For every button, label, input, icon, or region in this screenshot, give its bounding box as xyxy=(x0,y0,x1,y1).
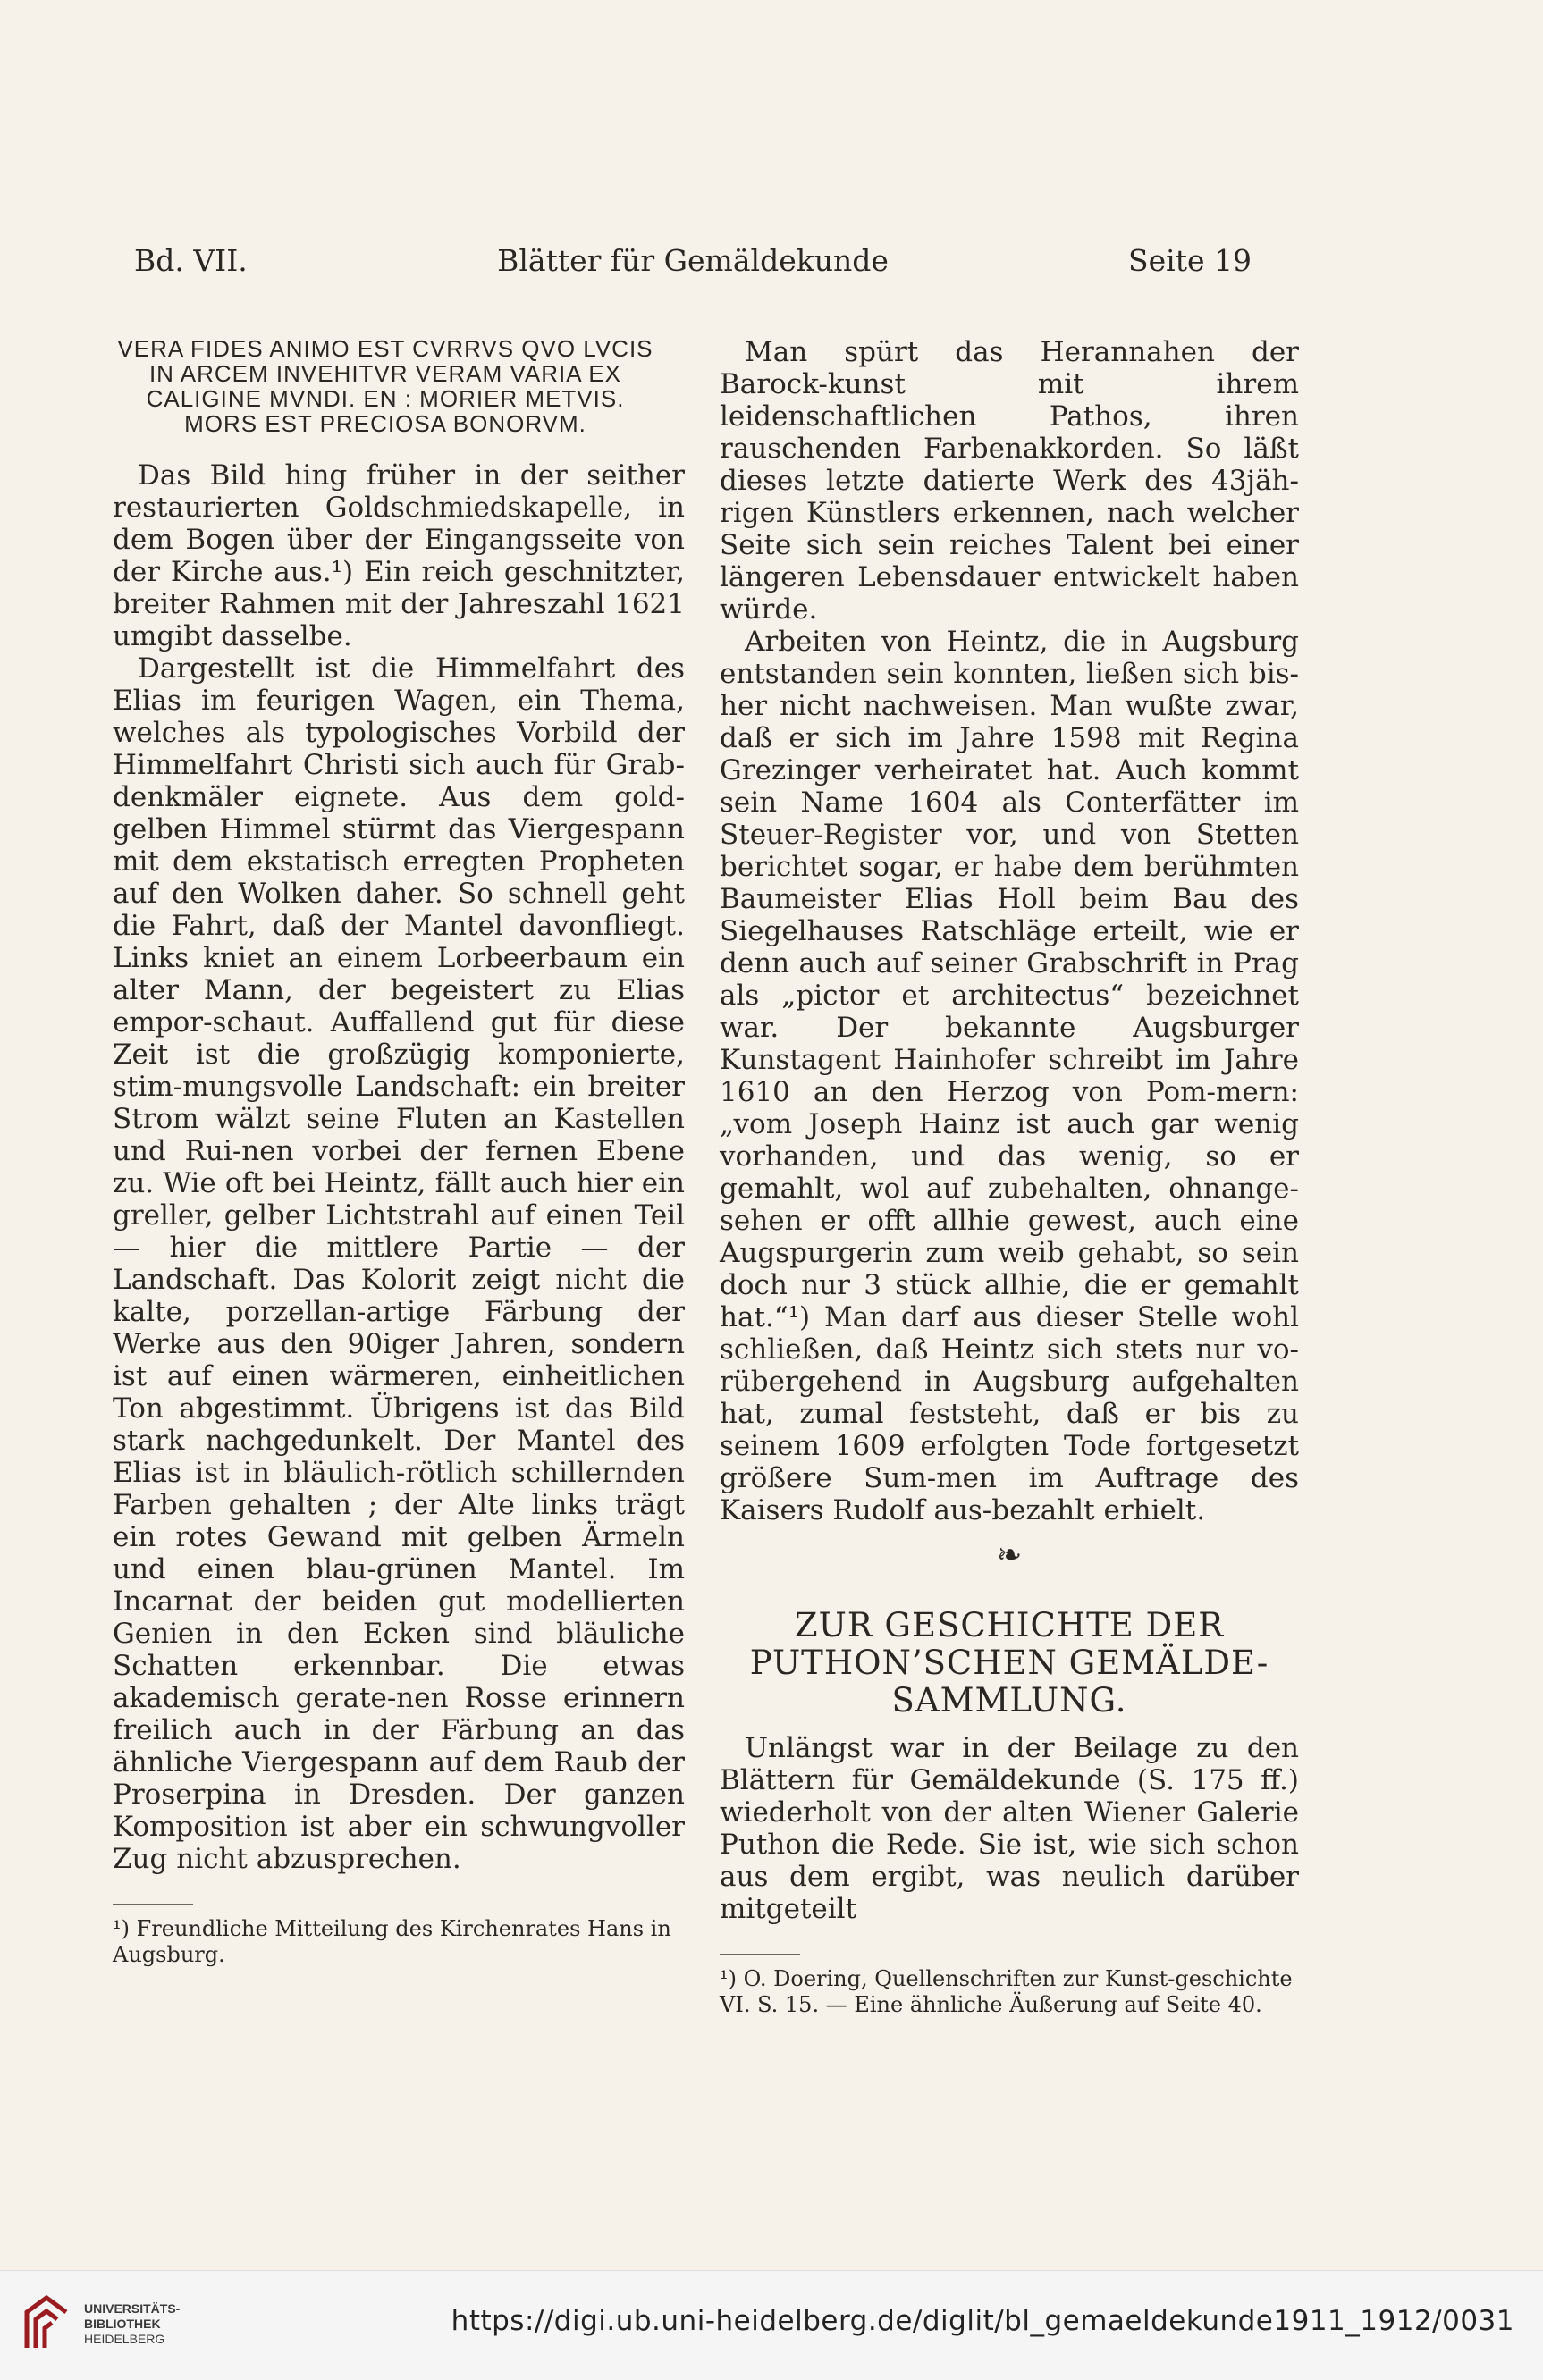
page-number: Seite 19 xyxy=(1128,243,1252,278)
section-title: ZUR GESCHICHTE DER PUTHON’SCHEN GEMÄLDE-SAMMLUNG. xyxy=(749,1606,1269,1720)
footnote-divider xyxy=(113,1904,193,1905)
volume-label: Bd. VII. xyxy=(134,243,248,278)
right-column xyxy=(720,336,1299,2018)
library-logo[interactable] xyxy=(20,2292,180,2355)
footnote-divider xyxy=(720,1954,800,1955)
paragraph: Man spürt das Herannahen der Barock-kunst mit ihrem leidenschaftlichen Pathos, ihren rauschenden Farbenakkorden. So läßt dieses letzte datierte Werk des 43jäh-rigen Künstlers erkennen, nach welcher Seite sich sein reiches Talent bei einer längeren Lebensdauer entwickelt haben würde. xyxy=(720,336,1299,626)
footnote: ¹) O. Doering, Quellenschriften zur Kunst-geschichte VI. S. 15. — Eine ähnliche Äußerung auf Seite 40. xyxy=(720,1966,1293,2017)
viewer-footer xyxy=(0,2270,1543,2380)
fleuron-ornament-icon: ❧ xyxy=(996,1537,1023,1573)
permalink-url[interactable]: https://digi.ub.uni-heidelberg.de/diglit/bl_gemaeldekunde1911_1912/0031 xyxy=(451,2305,1514,2337)
left-column xyxy=(113,336,685,1968)
library-logo-icon xyxy=(20,2292,73,2355)
paragraph: Arbeiten von Heintz, die in Augsburg entstanden sein konnten, ließen sich bis-her nicht nachweisen. Man wußte zwar, daß er sich im Jahre 1598 mit Regina Grezinger verheiratet hat. Auch kommt sein Name 1604 als Conterfätter im Steuer-Register vor, und von Stetten berichtet sogar, er habe dem berühmten Baumeister Elias Holl beim Bau des Siegelhauses Ratschläge erteilt, wie er denn auch auf seiner Grabschrift in Prag als „pictor et architectus“ bezeichnet war. Der bekannte Augsburger Kunstagent Hainhofer schreibt im Jahre 1610 an den Herzog von Pom-mern: „vom Joseph Hainz ist auch gar wenig vorhanden, und das wenig, so er gemahlt, wol auf zubehalten, ohnange-sehen er offt allhie gewest, auch eine Augspurgerin zum weib gehabt, so sein doch nur 3 stück allhie, die er gemahlt hat.“¹) Man darf aus dieser Stelle wohl schließen, daß Heintz sich stets nur vo-rübergehend in Augsburg aufgehalten hat, zumal feststeht, daß er bis zu seinem 1609 erfolgten Tode fortgesetzt größere Sum-men im Auftrage des Kaisers Rudolf aus-bezahlt erhielt. xyxy=(720,626,1299,1526)
library-name: UNIVERSITÄTS- BIBLIOTHEK HEIDELBERG xyxy=(84,2300,181,2346)
latin-motto: VERA FIDES ANIMO EST CVRRVS QVO LVCIS IN ARCEM INVEHITVR VERAM VARIA EX CALIGINE MVNDI. EN : MORIER METVIS. MORS EST PRECIOSA BONORVM. xyxy=(117,335,653,437)
journal-title: Blätter für Gemäldekunde xyxy=(497,243,889,278)
paragraph: Unlängst war in der Beilage zu den Blättern für Gemäldekunde (S. 175 ff.) wiederholt von der alten Wiener Galerie Puthon die Rede. Sie ist, wie sich schon aus dem ergibt, was neulich darüber mitgeteilt xyxy=(720,1732,1299,1925)
page-header xyxy=(134,243,1252,288)
paragraph: Das Bild hing früher in der seither restaurierten Goldschmiedskapelle, in dem Bogen über der Eingangsseite von der Kirche aus.¹) Ein reich geschnitzter, breiter Rahmen mit der Jahreszahl 1621 umgibt dasselbe. xyxy=(113,459,685,652)
paragraph: Dargestellt ist die Himmelfahrt des Elias im feurigen Wagen, ein Thema, welches als typologisches Vorbild der Himmelfahrt Christi sich auch für Grab-denkmäler eignete. Aus dem gold-gelben Himmel stürmt das Viergespann mit dem ekstatisch erregten Propheten auf den Wolken daher. So schnell geht die Fahrt, daß der Mantel davonfliegt. Links kniet an einem Lorbeerbaum ein alter Mann, der begeistert zu Elias empor-schaut. Auffallend gut für diese Zeit ist die großzügig komponierte, stim-mungsvolle Landschaft: ein breiter Strom wälzt seine Fluten an Kastellen und Rui-nen vorbei der fernen Ebene zu. Wie oft bei Heintz, fällt auch hier ein greller, gelber Lichtstrahl auf einen Teil — hier die mittlere Partie — der Landschaft. Das Kolorit zeigt nicht die kalte, porzellan-artige Färbung der Werke aus den 90iger Jahren, sondern ist auf einen wärmeren, einheitlichen Ton abgestimmt. Übrigens ist das Bild stark nachgedunkelt. Der Mantel des Elias ist in bläulich-rötlich schillernden Farben gehalten ; der Alte links trägt ein rotes Gewand mit gelben Ärmeln und einen blau-grünen Mantel. Im Incarnat der beiden gut modellierten Genien in den Ecken sind bläuliche Schatten erkennbar. Die etwas akademisch gerate-nen Rosse erinnern freilich auch in der Färbung an das ähnliche Viergespann auf dem Raub der Proserpina in Dresden. Der ganzen Komposition ist aber ein schwungvoller Zug nicht abzusprechen. xyxy=(113,652,685,1875)
footnote: ¹) Freundliche Mitteilung des Kirchenrates Hans in Augsburg. xyxy=(113,1916,671,1967)
